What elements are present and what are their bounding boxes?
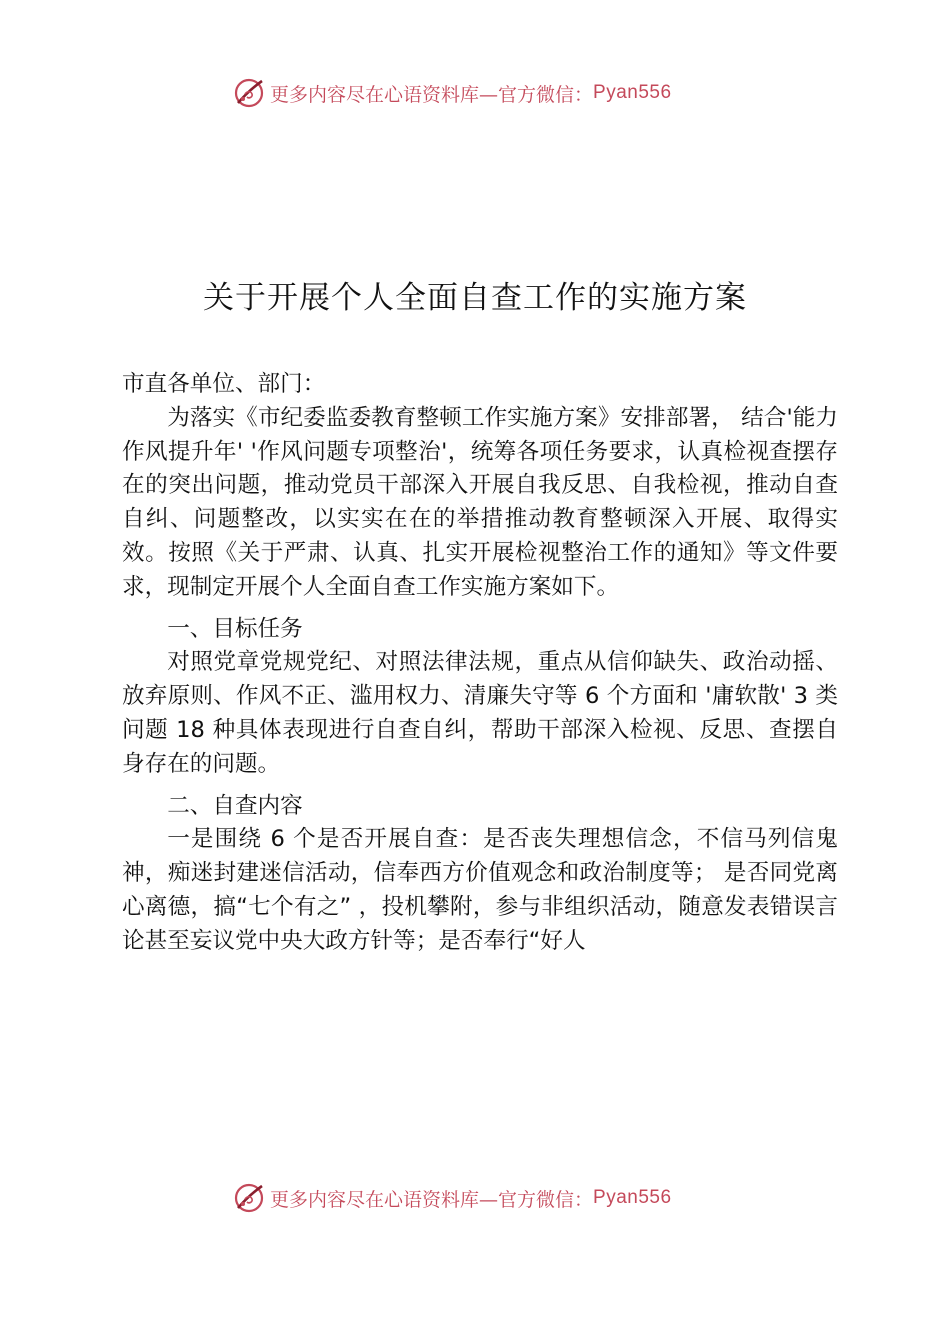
- section1-paragraph: 对照党章党规党纪、对照法律法规，重点从信仰缺失、政治动摇、放弃原则、作风不正、滥用权力、清廉失守等 6 个方面和 '庸软散' 3 类问题 18 种具体表现进行自查自纠，帮助干部深入检视、反思、查摆自身存在的问题。: [122, 649, 838, 777]
- logo-icon: [232, 76, 266, 110]
- document-body: [122, 368, 838, 959]
- logo-icon: [232, 1181, 266, 1215]
- header-banner: [232, 75, 732, 111]
- banner-wechat: Pyan556: [593, 82, 672, 103]
- banner-wechat: Pyan556: [593, 1187, 672, 1208]
- salutation: 市直各单位、部门：: [122, 371, 326, 397]
- document-title: 关于开展个人全面自查工作的实施方案: [203, 280, 747, 316]
- banner-text: 更多内容尽在心语资料库: [270, 83, 480, 106]
- section2-heading: 二、自查内容: [167, 792, 303, 819]
- section2-paragraph: 一是围绕 6 个是否开展自查：是否丧失理想信念，不信马列信鬼神，痴迷封建迷信活动，信奉西方价值观念和政治制度等； 是否同党离心离德，搞“七个有之” ，投机攀附，参与非组织活动，随意发表错误言论甚至妄议党中央大政方针等；是否奉行“好人: [122, 826, 838, 954]
- banner-text: 更多内容尽在心语资料库: [270, 1188, 480, 1211]
- banner-tail: —官方微信：: [479, 83, 594, 106]
- banner-tail: —官方微信：: [479, 1188, 594, 1211]
- section1-heading: 一、目标任务: [167, 615, 303, 642]
- footer-banner: [232, 1180, 732, 1216]
- intro-paragraph: 为落实《市纪委监委教育整顿工作实施方案》安排部署， 结合'能力作风提升年' '作风问题专项整治'，统筹各项任务要求，认真检视查摆存在的突出问题，推动党员干部深入开展自我反思、自我检视，推动自查自纠、问题整改，以实实在在的举措推动教育整顿深入开展、取得实效。按照《关于严肃、认真、扎实开展检视整治工作的通知》等文件要求，现制定开展个人全面自查工作实施方案如下。: [122, 404, 838, 600]
